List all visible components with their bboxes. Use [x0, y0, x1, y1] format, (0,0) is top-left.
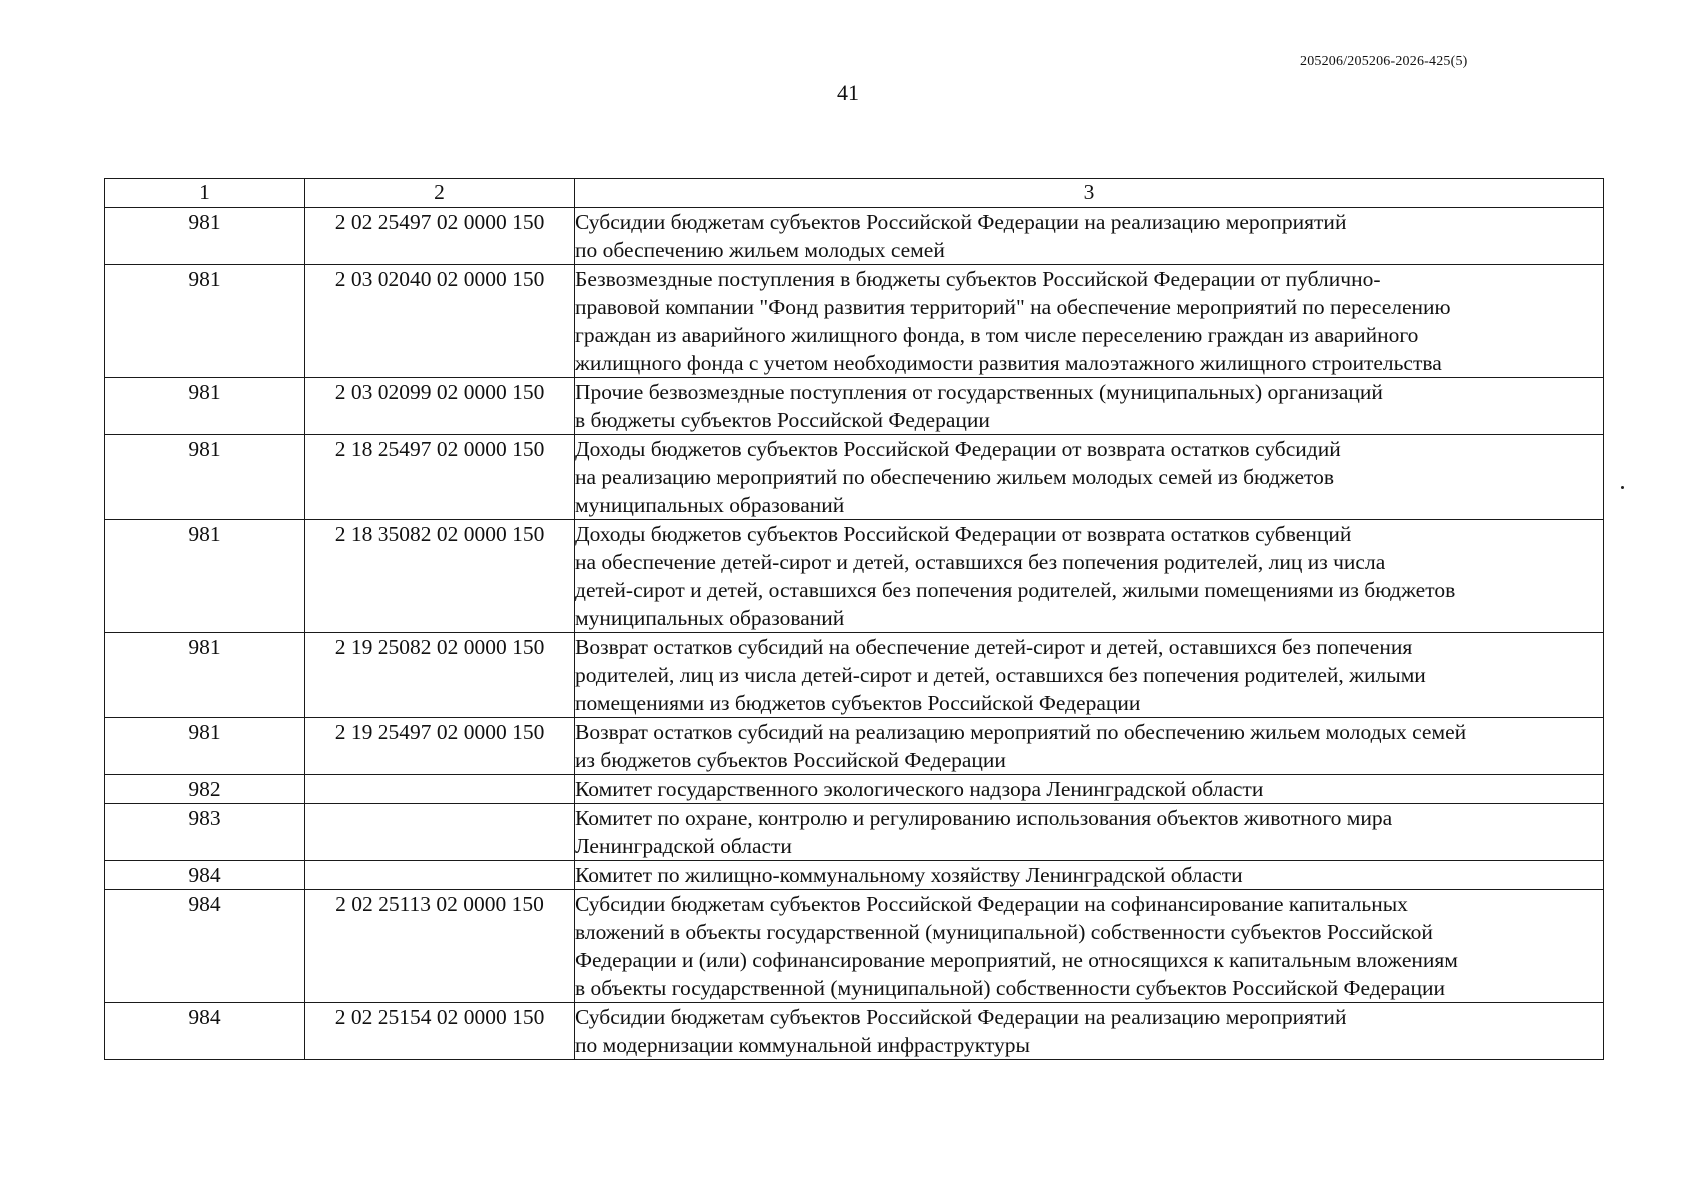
admin-code-cell: 984 — [105, 1003, 305, 1060]
description-line: Доходы бюджетов субъектов Российской Федерации от возврата остатков субсидий — [575, 437, 1341, 461]
description-cell — [575, 1003, 1604, 1060]
description-line: муниципальных образований — [575, 493, 845, 517]
admin-code-cell: 981 — [105, 435, 305, 520]
revenue-code-cell: 2 02 25154 02 0000 150 — [305, 1003, 575, 1060]
table-row — [105, 435, 1604, 520]
description-line: Комитет государственного экологического надзора Ленинградской области — [575, 777, 1264, 801]
description-cell — [575, 718, 1604, 775]
description-line: по модернизации коммунальной инфраструктуры — [575, 1033, 1030, 1057]
admin-code-cell: 981 — [105, 718, 305, 775]
description-line: Комитет по охране, контролю и регулированию использования объектов животного мира — [575, 806, 1393, 830]
description-line: из бюджетов субъектов Российской Федерации — [575, 748, 1006, 772]
description-line: Доходы бюджетов субъектов Российской Федерации от возврата остатков субвенций — [575, 522, 1352, 546]
description-cell — [575, 435, 1604, 520]
admin-code-cell: 982 — [105, 775, 305, 804]
description-line: родителей, лиц из числа детей-сирот и детей, оставшихся без попечения родителей, жилыми — [575, 663, 1426, 687]
revenue-code-cell: 2 03 02099 02 0000 150 — [305, 378, 575, 435]
revenue-codes-table — [104, 178, 1604, 1060]
column-number-row — [105, 179, 1604, 208]
admin-code-cell: 984 — [105, 861, 305, 890]
document-id: 205206/205206-2026-425(5) — [1300, 54, 1468, 69]
table-row — [105, 633, 1604, 718]
description-line: правовой компании "Фонд развития территорий" на обеспечение мероприятий по переселению — [575, 295, 1451, 319]
description-cell — [575, 633, 1604, 718]
admin-code-cell: 983 — [105, 804, 305, 861]
revenue-code-cell: 2 03 02040 02 0000 150 — [305, 265, 575, 378]
column-header-2: 2 — [305, 179, 575, 208]
description-line: помещениями из бюджетов субъектов Российской Федерации — [575, 691, 1141, 715]
scan-speck — [1621, 486, 1624, 489]
description-cell — [575, 804, 1604, 861]
description-line: Субсидии бюджетам субъектов Российской Федерации на реализацию мероприятий — [575, 210, 1347, 234]
revenue-code-cell: 2 18 25497 02 0000 150 — [305, 435, 575, 520]
description-line: Ленинградской области — [575, 834, 792, 858]
description-cell — [575, 265, 1604, 378]
description-line: граждан из аварийного жилищного фонда, в том числе переселению граждан из аварийного — [575, 323, 1419, 347]
page-number: 41 — [837, 80, 859, 105]
description-line: детей-сирот и детей, оставшихся без попечения родителей, жилыми помещениями из бюджетов — [575, 578, 1456, 602]
table-row — [105, 208, 1604, 265]
description-line: жилищного фонда с учетом необходимости развития малоэтажного жилищного строительства — [575, 351, 1442, 375]
description-cell — [575, 208, 1604, 265]
table-row — [105, 378, 1604, 435]
admin-code-cell: 981 — [105, 520, 305, 633]
table-row — [105, 1003, 1604, 1060]
description-cell — [575, 520, 1604, 633]
table-row — [105, 265, 1604, 378]
description-line: на обеспечение детей-сирот и детей, оставшихся без попечения родителей, лиц из числа — [575, 550, 1386, 574]
description-cell — [575, 861, 1604, 890]
revenue-code-cell: 2 18 35082 02 0000 150 — [305, 520, 575, 633]
description-line: Комитет по жилищно-коммунальному хозяйству Ленинградской области — [575, 863, 1243, 887]
table-row — [105, 890, 1604, 1003]
description-line: вложений в объекты государственной (муниципальной) собственности субъектов Российской — [575, 920, 1433, 944]
description-cell — [575, 378, 1604, 435]
description-cell — [575, 890, 1604, 1003]
revenue-code-cell: 2 02 25113 02 0000 150 — [305, 890, 575, 1003]
admin-code-cell: 981 — [105, 633, 305, 718]
description-line: муниципальных образований — [575, 606, 845, 630]
description-line: Возврат остатков субсидий на реализацию мероприятий по обеспечению жильем молодых семей — [575, 720, 1467, 744]
revenue-code-cell — [305, 861, 575, 890]
revenue-code-cell — [305, 775, 575, 804]
admin-code-cell: 981 — [105, 265, 305, 378]
description-cell — [575, 775, 1604, 804]
table-row — [105, 718, 1604, 775]
admin-code-cell: 984 — [105, 890, 305, 1003]
description-line: Возврат остатков субсидий на обеспечение детей-сирот и детей, оставшихся без попечения — [575, 635, 1413, 659]
table-row — [105, 775, 1604, 804]
revenue-code-cell — [305, 804, 575, 861]
revenue-code-cell: 2 02 25497 02 0000 150 — [305, 208, 575, 265]
description-line: Прочие безвозмездные поступления от государственных (муниципальных) организаций — [575, 380, 1383, 404]
table-body — [105, 208, 1604, 1060]
table-row — [105, 861, 1604, 890]
description-line: в объекты государственной (муниципальной) собственности субъектов Российской Федерации — [575, 976, 1445, 1000]
admin-code-cell: 981 — [105, 208, 305, 265]
description-line: Субсидии бюджетам субъектов Российской Федерации на реализацию мероприятий — [575, 1005, 1347, 1029]
description-line: Субсидии бюджетам субъектов Российской Федерации на софинансирование капитальных — [575, 892, 1408, 916]
description-line: по обеспечению жильем молодых семей — [575, 238, 945, 262]
description-line: Безвозмездные поступления в бюджеты субъектов Российской Федерации от публично- — [575, 267, 1381, 291]
revenue-code-cell: 2 19 25497 02 0000 150 — [305, 718, 575, 775]
table-row — [105, 804, 1604, 861]
description-line: в бюджеты субъектов Российской Федерации — [575, 408, 990, 432]
column-header-3: 3 — [575, 179, 1604, 208]
description-line: Федерации и (или) софинансирование мероприятий, не относящихся к капитальным вложениям — [575, 948, 1458, 972]
description-line: на реализацию мероприятий по обеспечению жильем молодых семей из бюджетов — [575, 465, 1335, 489]
table-row — [105, 520, 1604, 633]
admin-code-cell: 981 — [105, 378, 305, 435]
column-header-1: 1 — [105, 179, 305, 208]
revenue-code-cell: 2 19 25082 02 0000 150 — [305, 633, 575, 718]
